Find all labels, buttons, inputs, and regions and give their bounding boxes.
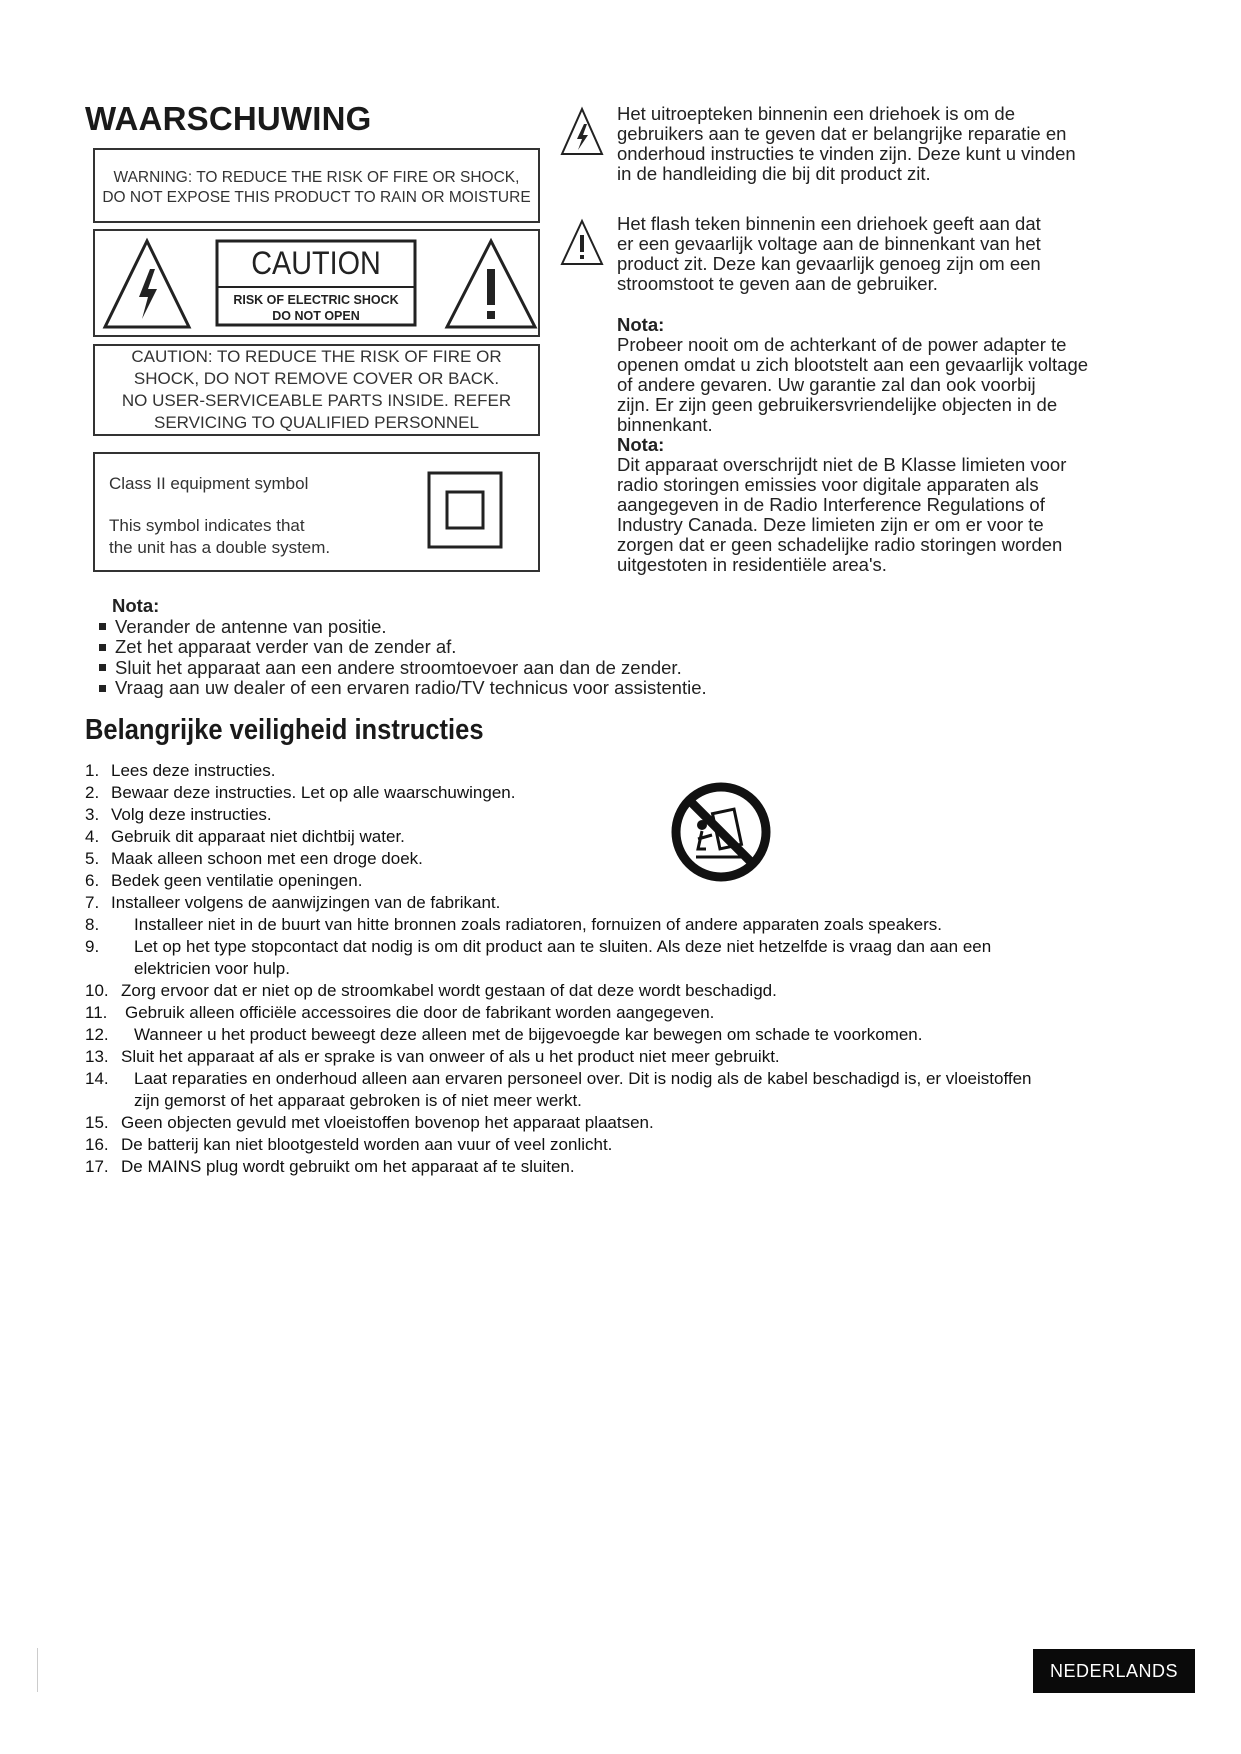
text-line: stroomstoot te geven aan de gebruiker. xyxy=(617,273,938,294)
list-item: 1. Lees deze instructies. xyxy=(85,761,276,780)
exclamation-triangle-icon xyxy=(447,241,535,327)
list-item: 12. Wanneer u het product beweegt deze alleen met de bijgevoegde kar bewegen om schade te voorkomen. xyxy=(85,1025,923,1044)
list-item: 5. Maak alleen schoon met een droge doek. xyxy=(85,849,423,868)
list-item: Vraag aan uw dealer of een ervaren radio/TV technicus voor assistentie. xyxy=(95,678,707,699)
list-item: 3. Volg deze instructies. xyxy=(85,805,272,824)
text-line: in de handleiding die bij dit product zit. xyxy=(617,163,931,184)
nota-label: Nota: xyxy=(617,314,665,335)
text-line: Industry Canada. Deze limieten zijn er om er voor te xyxy=(617,514,1044,535)
text-line: binnenkant. xyxy=(617,414,713,435)
text-line: openen omdat u zich blootstelt aan een gevaarlijk voltage xyxy=(617,354,1089,375)
language-badge: NEDERLANDS xyxy=(1033,1649,1195,1693)
caution-sub-line: RISK OF ELECTRIC SHOCK xyxy=(233,293,399,307)
list-item: 9. Let op het type stopcontact dat nodig is om dit product aan te sluiten. Als deze niet hetzelfde is vraag dan aan een elektricien voor hulp. xyxy=(85,937,992,978)
list-item: 15. Geen objecten gevuld met vloeistoffen bovenop het apparaat plaatsen. xyxy=(85,1113,654,1132)
class-ii-desc: This symbol indicates that xyxy=(109,516,305,535)
exclaim-description xyxy=(617,104,1137,184)
text-line: Het flash teken binnenin een driehoek geeft aan dat xyxy=(617,213,1041,234)
text-line: product zit. Deze kan gevaarlijk genoeg zijn om een xyxy=(617,253,1041,274)
caution-line: SERVICING TO QUALIFIED PERSONNEL xyxy=(154,413,479,432)
caution-line: NO USER-SERVICEABLE PARTS INSIDE. REFER xyxy=(121,391,512,410)
text-line: zijn. Er zijn geen gebruikersvriendelijke objecten in de xyxy=(617,394,1058,415)
text-line: onderhoud instructies te vinden zijn. Deze kunt u vinden xyxy=(617,143,1076,164)
notes-list xyxy=(95,596,707,699)
list-item: 6. Bedek geen ventilatie openingen. xyxy=(85,871,363,890)
caution-symbols-box xyxy=(93,229,540,337)
list-item: Sluit het apparaat aan een andere stroomtoevoer aan dan de zender. xyxy=(95,658,707,679)
caution-text-box xyxy=(93,344,540,436)
margin-line xyxy=(37,1648,38,1692)
text-line: gebruikers aan te geven dat er belangrijke reparatie en xyxy=(617,123,1067,144)
exclamation-triangle-icon xyxy=(560,218,604,268)
list-item: 14. Laat reparaties en onderhoud alleen aan ervaren personeel over. Dit is nodig als de kabel beschadigd is, er vloeistoffen zijn gemorst of het apparaat gebroken is of niet meer werkt. xyxy=(85,1069,1032,1110)
list-item: 13. Sluit het apparaat af als er sprake is van onweer of als u het product niet meer gebruikt. xyxy=(85,1047,780,1066)
text-line: radio storingen emissies voor digitale apparaten als xyxy=(617,474,1039,495)
caution-sub xyxy=(217,292,415,324)
list-item: 7. Installeer volgens de aanwijzingen van de fabrikant. xyxy=(85,893,501,912)
list-item: Zet het apparaat verder van de zender af. xyxy=(95,637,707,658)
text-line: of andere gevaren. Uw garantie zal dan ook voorbij xyxy=(617,374,1036,395)
instructions-list xyxy=(85,760,1165,1178)
warning-box xyxy=(93,148,540,223)
flash-description xyxy=(617,214,1137,294)
text-line: aangegeven in de Radio Interference Regulations of xyxy=(617,494,1045,515)
list-item: 2. Bewaar deze instructies. Let op alle waarschuwingen. xyxy=(85,783,516,802)
text-line: Het uitroepteken binnenin een driehoek is om de xyxy=(617,103,1016,124)
class-ii-desc: the unit has a double system. xyxy=(109,538,331,557)
warning-line: DO NOT EXPOSE THIS PRODUCT TO RAIN OR MOISTURE xyxy=(102,189,531,206)
lightning-triangle-icon xyxy=(560,106,604,158)
caution-label: CAUTION xyxy=(251,245,381,281)
text-line: Probeer nooit om de achterkant of de power adapter te xyxy=(617,334,1067,355)
text-line: zorgen dat er geen schadelijke radio storingen worden xyxy=(617,534,1063,555)
double-square-icon xyxy=(426,470,506,550)
text-line: uitgestoten in residentiële area's. xyxy=(617,554,887,575)
list-item: 17. De MAINS plug wordt gebruikt om het apparaat af te sluiten. xyxy=(85,1157,575,1176)
list-item: 11. Gebruik alleen officiële accessoires die door de fabrikant worden aangegeven. xyxy=(85,1003,715,1022)
list-item: Verander de antenne van positie. xyxy=(95,617,707,638)
text-line: er een gevaarlijk voltage aan de binnenkant van het xyxy=(617,233,1041,254)
lightning-triangle-icon xyxy=(105,241,189,327)
caution-sub-line: DO NOT OPEN xyxy=(272,309,360,323)
warning-line: WARNING: TO REDUCE THE RISK OF FIRE OR SHOCK, xyxy=(113,169,520,186)
list-item: 10. Zorg ervoor dat er niet op de stroomkabel wordt gestaan of dat deze wordt beschadigd. xyxy=(85,981,777,1000)
text-line: Dit apparaat overschrijdt niet de B Klasse limieten voor xyxy=(617,454,1067,475)
list-item: 16. De batterij kan niet blootgesteld worden aan vuur of veel zonlicht. xyxy=(85,1135,613,1154)
class-ii-title: Class II equipment symbol xyxy=(109,474,309,493)
nota-label: Nota: xyxy=(617,434,665,455)
section-title: Belangrijke veiligheid instructies xyxy=(85,714,484,746)
nota-1 xyxy=(617,315,1137,575)
caution-line: SHOCK, DO NOT REMOVE COVER OR BACK. xyxy=(133,369,500,388)
class-ii-box xyxy=(93,452,540,572)
page-title: WAARSCHUWING xyxy=(85,100,372,137)
list-item: 4. Gebruik dit apparaat niet dichtbij water. xyxy=(85,827,405,846)
notes-label: Nota: xyxy=(112,595,160,616)
caution-line: CAUTION: TO REDUCE THE RISK OF FIRE OR xyxy=(131,347,502,366)
list-item: 8. Installeer niet in de buurt van hitte bronnen zoals radiatoren, fornuizen of andere apparaten zoals speakers. xyxy=(85,915,943,934)
